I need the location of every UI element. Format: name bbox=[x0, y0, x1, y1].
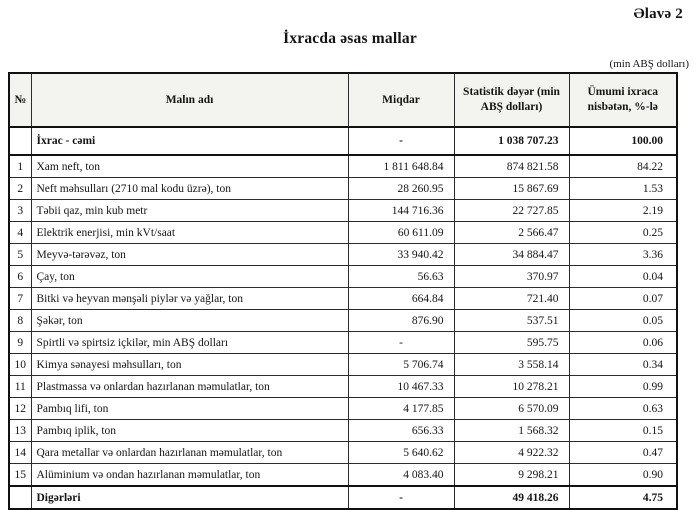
cell-share: 0.06 bbox=[569, 332, 677, 354]
table-row bbox=[9, 244, 677, 266]
cell-value: 10 278.21 bbox=[454, 376, 569, 398]
footer-cell-share: 4.75 bbox=[569, 486, 677, 509]
cell-name: Təbii qaz, min kub metr bbox=[31, 200, 348, 222]
summary-cell-share: 100.00 bbox=[569, 127, 677, 155]
cell-share: 0.47 bbox=[569, 442, 677, 464]
cell-share: 0.04 bbox=[569, 266, 677, 288]
cell-name: Pambıq iplik, ton bbox=[31, 420, 348, 442]
cell-no: 15 bbox=[9, 464, 31, 487]
cell-name: Pambıq lifi, ton bbox=[31, 398, 348, 420]
summary-row bbox=[9, 127, 677, 155]
cell-no: 12 bbox=[9, 398, 31, 420]
header-cell-quantity: Miqdar bbox=[348, 73, 454, 127]
cell-share: 2.19 bbox=[569, 200, 677, 222]
table-row bbox=[9, 310, 677, 332]
cell-share: 84.22 bbox=[569, 155, 677, 178]
cell-value: 3 558.14 bbox=[454, 354, 569, 376]
table-row bbox=[9, 354, 677, 376]
cell-no: 11 bbox=[9, 376, 31, 398]
summary-cell-name: İxrac - cəmi bbox=[31, 127, 348, 155]
table-row bbox=[9, 266, 677, 288]
exports-table bbox=[8, 72, 678, 510]
cell-share: 0.99 bbox=[569, 376, 677, 398]
cell-value: 1 568.32 bbox=[454, 420, 569, 442]
table-row bbox=[9, 288, 677, 310]
cell-name: Alüminium və ondan hazırlanan məmulatlar, ton bbox=[31, 464, 348, 487]
cell-value: 874 821.58 bbox=[454, 155, 569, 178]
cell-share: 0.63 bbox=[569, 398, 677, 420]
cell-name: Kimya sənayesi məhsulları, ton bbox=[31, 354, 348, 376]
cell-value: 721.40 bbox=[454, 288, 569, 310]
cell-quantity: 4 177.85 bbox=[348, 398, 454, 420]
cell-share: 0.07 bbox=[569, 288, 677, 310]
cell-share: 1.53 bbox=[569, 178, 677, 200]
cell-value: 34 884.47 bbox=[454, 244, 569, 266]
table-row bbox=[9, 376, 677, 398]
cell-quantity: 33 940.42 bbox=[348, 244, 454, 266]
table-row bbox=[9, 332, 677, 354]
cell-value: 537.51 bbox=[454, 310, 569, 332]
table-header bbox=[9, 73, 677, 127]
table-row bbox=[9, 178, 677, 200]
cell-no: 5 bbox=[9, 244, 31, 266]
cell-quantity: 664.84 bbox=[348, 288, 454, 310]
cell-quantity: 144 716.36 bbox=[348, 200, 454, 222]
table-row bbox=[9, 442, 677, 464]
cell-name: Qara metallar və onlardan hazırlanan məmulatlar, ton bbox=[31, 442, 348, 464]
cell-no: 3 bbox=[9, 200, 31, 222]
cell-no: 13 bbox=[9, 420, 31, 442]
cell-name: Neft məhsulları (2710 mal kodu üzrə), ton bbox=[31, 178, 348, 200]
header-cell-value: Statistik dəyər (min ABŞ dolları) bbox=[454, 73, 569, 127]
cell-share: 0.15 bbox=[569, 420, 677, 442]
cell-quantity: - bbox=[348, 332, 454, 354]
cell-quantity: 876.90 bbox=[348, 310, 454, 332]
cell-no: 9 bbox=[9, 332, 31, 354]
cell-share: 0.90 bbox=[569, 464, 677, 487]
cell-quantity: 10 467.33 bbox=[348, 376, 454, 398]
cell-name: Elektrik enerjisi, min kVt/saat bbox=[31, 222, 348, 244]
cell-value: 370.97 bbox=[454, 266, 569, 288]
cell-quantity: 5 640.62 bbox=[348, 442, 454, 464]
cell-no: 10 bbox=[9, 354, 31, 376]
table-row bbox=[9, 420, 677, 442]
table-row bbox=[9, 398, 677, 420]
cell-name: Spirtli və spirtsiz içkilər, min ABŞ dolları bbox=[31, 332, 348, 354]
summary-cell-quantity: - bbox=[348, 127, 454, 155]
summary-cell-value: 1 038 707.23 bbox=[454, 127, 569, 155]
cell-no: 4 bbox=[9, 222, 31, 244]
cell-name: Plastmassa və onlardan hazırlanan məmulatlar, ton bbox=[31, 376, 348, 398]
cell-no: 2 bbox=[9, 178, 31, 200]
table-body bbox=[9, 155, 677, 486]
cell-quantity: 28 260.95 bbox=[348, 178, 454, 200]
cell-name: Bitki və heyvan mənşəli piylər və yağlar, ton bbox=[31, 288, 348, 310]
annex-label: Əlavə 2 bbox=[633, 6, 683, 22]
footer-cell-quantity: - bbox=[348, 486, 454, 509]
cell-value: 595.75 bbox=[454, 332, 569, 354]
table-summary bbox=[9, 127, 677, 155]
cell-no: 14 bbox=[9, 442, 31, 464]
footer-cell-name: Digərləri bbox=[31, 486, 348, 509]
table-row bbox=[9, 155, 677, 178]
cell-name: Çay, ton bbox=[31, 266, 348, 288]
table-row bbox=[9, 200, 677, 222]
cell-no: 1 bbox=[9, 155, 31, 178]
cell-quantity: 56.63 bbox=[348, 266, 454, 288]
cell-value: 4 922.32 bbox=[454, 442, 569, 464]
footer-cell-value: 49 418.26 bbox=[454, 486, 569, 509]
cell-name: Meyvə-tərəvəz, ton bbox=[31, 244, 348, 266]
cell-share: 3.36 bbox=[569, 244, 677, 266]
cell-value: 15 867.69 bbox=[454, 178, 569, 200]
cell-name: Xam neft, ton bbox=[31, 155, 348, 178]
cell-quantity: 1 811 648.84 bbox=[348, 155, 454, 178]
footer-cell-no bbox=[9, 486, 31, 509]
table-header-row bbox=[9, 73, 677, 127]
cell-share: 0.25 bbox=[569, 222, 677, 244]
cell-no: 6 bbox=[9, 266, 31, 288]
table-footer bbox=[9, 486, 677, 509]
cell-share: 0.05 bbox=[569, 310, 677, 332]
cell-value: 9 298.21 bbox=[454, 464, 569, 487]
cell-quantity: 656.33 bbox=[348, 420, 454, 442]
cell-value: 2 566.47 bbox=[454, 222, 569, 244]
header-cell-share: Ümumi ixraca nisbətən, %-lə bbox=[569, 73, 677, 127]
cell-quantity: 5 706.74 bbox=[348, 354, 454, 376]
cell-value: 6 570.09 bbox=[454, 398, 569, 420]
cell-quantity: 4 083.40 bbox=[348, 464, 454, 487]
header-cell-no: № bbox=[9, 73, 31, 127]
cell-name: Şəkər, ton bbox=[31, 310, 348, 332]
cell-value: 22 727.85 bbox=[454, 200, 569, 222]
header-cell-name: Malın adı bbox=[31, 73, 348, 127]
cell-quantity: 60 611.09 bbox=[348, 222, 454, 244]
cell-no: 7 bbox=[9, 288, 31, 310]
table-row bbox=[9, 464, 677, 487]
footer-row bbox=[9, 486, 677, 509]
cell-share: 0.34 bbox=[569, 354, 677, 376]
cell-no: 8 bbox=[9, 310, 31, 332]
page-title: İxracda əsas mallar bbox=[283, 30, 417, 47]
table-row bbox=[9, 222, 677, 244]
summary-cell-no bbox=[9, 127, 31, 155]
unit-note: (min ABŞ dolları) bbox=[609, 58, 689, 70]
